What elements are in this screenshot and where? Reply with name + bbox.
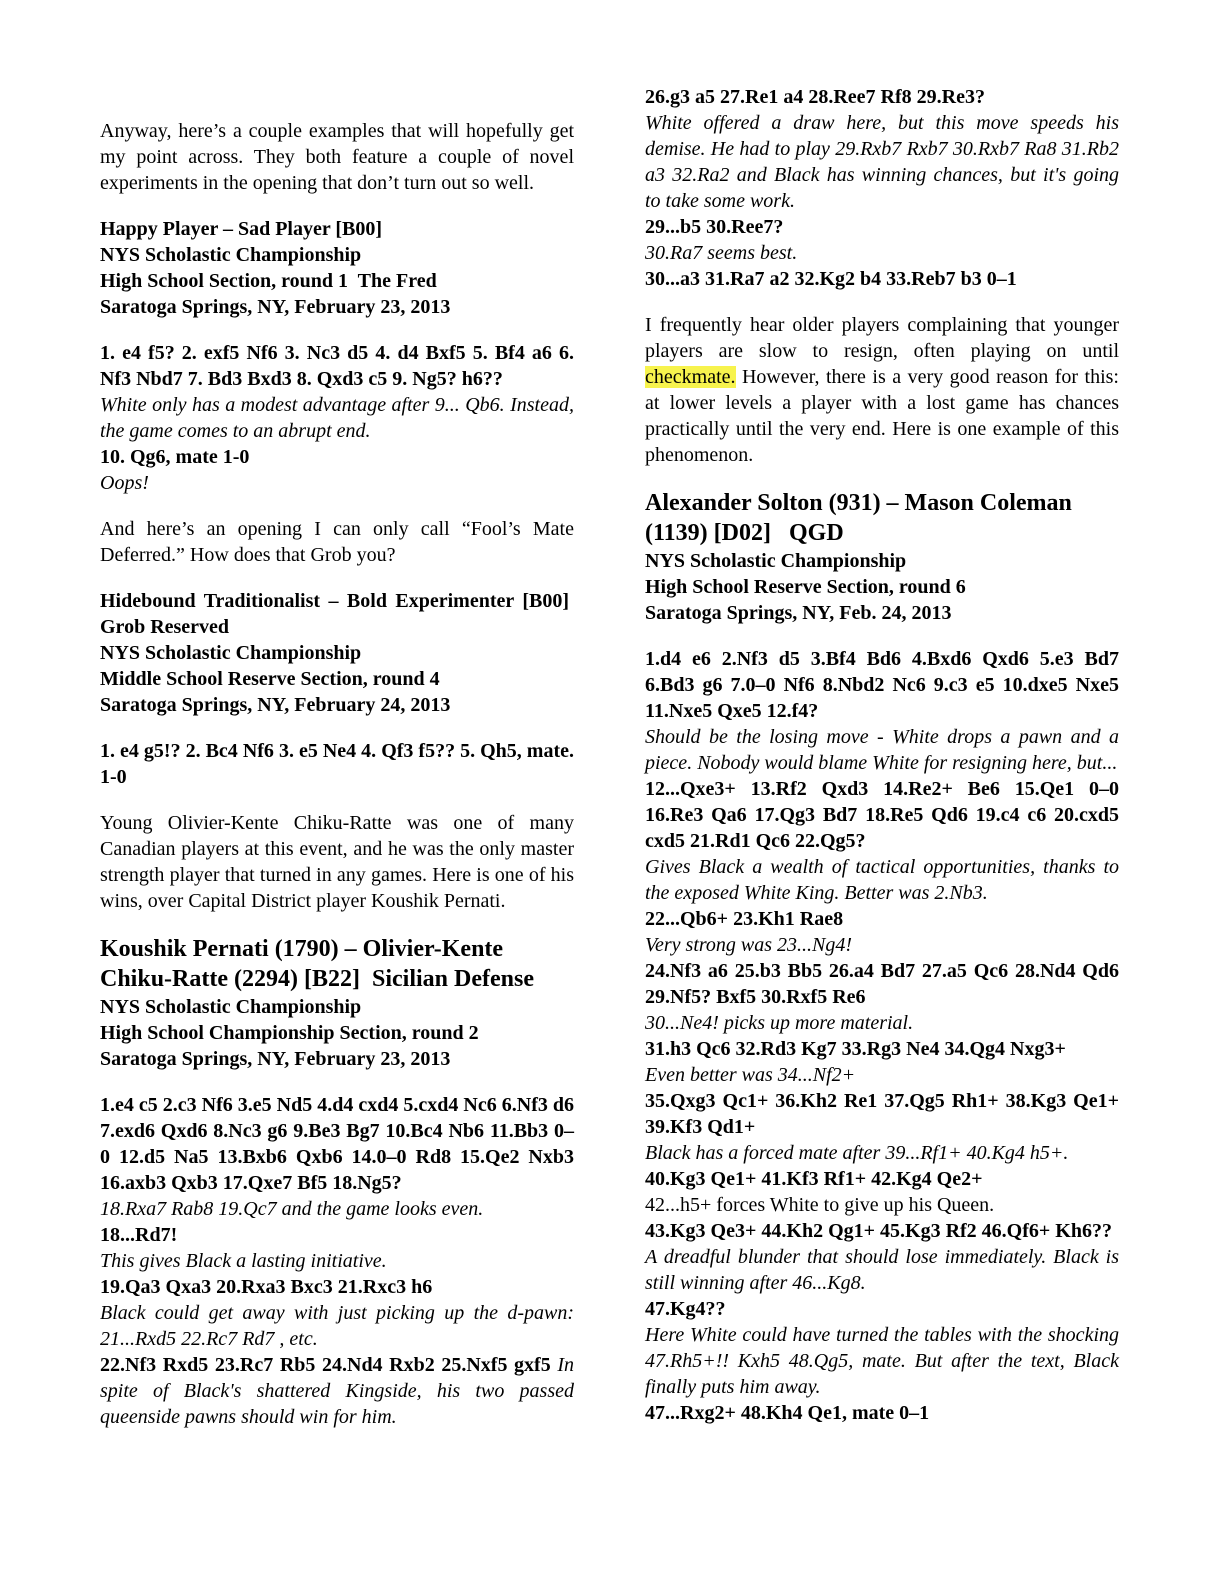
text-segment: Here White could have turned the tables with the shocking 47.Rh5+!! Kxh5 48.Qg5, mate. But after the text, Black finally puts him away.: [645, 1324, 1119, 1398]
game-players-line: Alexander Solton (931) – Mason Coleman: [645, 490, 1072, 516]
game-annotation: [645, 1010, 1119, 1036]
text-segment: 10. Qg6, mate 1-0: [100, 446, 250, 468]
game-annotation: [645, 110, 1119, 214]
paragraph-break: [645, 626, 1119, 646]
text-segment: 1.e4 c5 2.c3 Nf6 3.e5 Nd5 4.d4 cxd4 5.cxd4 Nc6 6.Nf3 d6 7.exd6 Qxd6 8.Nc3 g6 9.Be3 Bg7 10.Bc4 Nb6 11.Bb3 0–0 12.d5 Na5 13.Bxb6 Qxb6 14.0–0 Rd8 15.Qe2 Nxb3 16.axb3 Qxb3 17.Qxe7 Bf5 18.Ng5?: [100, 1094, 574, 1194]
text-segment: 1.d4 e6 2.Nf3 d5 3.Bf4 Bd6 4.Bxd6 Qxd6 5.e3 Bd7 6.Bd3 g6 7.0–0 Nf6 8.Nbd2 Nc6 9.c3 e5 10.dxe5 Nxe5 11.Nxe5 Qxe5 12.f4?: [645, 648, 1119, 722]
paragraph-break: [100, 790, 574, 810]
text-segment: I frequently hear older players complaining that younger players are slow to resign, often playing on until: [645, 314, 1119, 362]
game-annotation: [100, 1248, 574, 1274]
text-segment: 22...Qb6+ 23.Kh1 Rae8: [645, 908, 844, 930]
paragraph-break: [100, 568, 574, 588]
text-segment: 30...a3 31.Ra7 a2 32.Kg2 b4 33.Reb7 b3 0–1: [645, 268, 1017, 290]
paragraph: [100, 516, 574, 568]
text-segment: 31.h3 Qc6 32.Rd3 Kg7 33.Rg3 Ne4 34.Qg4 Nxg3+: [645, 1038, 1066, 1060]
game-annotation: [645, 932, 1119, 958]
text-segment: This gives Black a lasting initiative.: [100, 1250, 387, 1272]
text-segment: 30...Ne4! picks up more material.: [645, 1012, 914, 1034]
text-segment: 30.Ra7 seems best.: [645, 242, 798, 264]
paragraph-break: [100, 496, 574, 516]
text-segment: 26.g3 a5 27.Re1 a4 28.Ree7 Rf8 29.Re3?: [645, 86, 985, 108]
text-segment: Young Olivier-Kente Chiku-Ratte was one of many Canadian players at this event, and he was the only master strength player that turned in any games. Here is one of his wins, over Capital District player Koushik Pernati.: [100, 812, 574, 912]
text-segment: 19.Qa3 Qxa3 20.Rxa3 Bxc3 21.Rxc3 h6: [100, 1276, 433, 1298]
game-moves: [645, 1218, 1119, 1244]
game-players-line: Chiku-Ratte (2294) [B22] Sicilian Defense: [100, 966, 534, 992]
paragraph-break: [100, 196, 574, 216]
game-moves: [100, 1352, 574, 1430]
paragraph-break: [100, 914, 574, 934]
game-event-line: NYS Scholastic Championship: [100, 244, 362, 266]
game-annotation: [645, 854, 1119, 906]
text-segment: White only has a modest advantage after 9... Qb6. Instead, the game comes to an abrupt end.: [100, 394, 574, 442]
game-event-line: Saratoga Springs, NY, Feb. 24, 2013: [645, 602, 952, 624]
highlighted-text: checkmate.: [645, 366, 736, 388]
game-moves: [100, 1092, 574, 1196]
game-annotation: [645, 1322, 1119, 1400]
game-moves: [645, 646, 1119, 724]
game-annotation: [100, 470, 574, 496]
game-moves: [645, 776, 1119, 854]
text-segment: White offered a draw here, but this move speeds his demise. He had to play 29.Rxb7 Rxb7 30.Rxb7 Ra8 31.Rb2 a3 32.Ra2 and Black has winning chances, but it's going to take some work.: [645, 112, 1119, 212]
game-moves: [100, 1222, 574, 1248]
game-moves: [645, 906, 1119, 932]
game-annotation: [645, 1244, 1119, 1296]
game-event-line: Happy Player – Sad Player [B00]: [100, 218, 383, 240]
game-annotation: [645, 1192, 1119, 1218]
game-event-line: High School Section, round 1 The Fred: [100, 270, 437, 292]
game-event-line: NYS Scholastic Championship: [645, 550, 907, 572]
game-players-line: (1139) [D02] QGD: [645, 520, 844, 546]
game-header-line: [100, 588, 574, 640]
game-header: [645, 488, 1119, 626]
game-moves: [645, 214, 1119, 240]
game-event-line: High School Championship Section, round 2: [100, 1022, 479, 1044]
paragraph-break: [645, 292, 1119, 312]
game-event-line: High School Reserve Section, round 6: [645, 576, 966, 598]
text-segment: 35.Qxg3 Qc1+ 36.Kh2 Re1 37.Qg5 Rh1+ 38.Kg3 Qe1+ 39.Kf3 Qd1+: [645, 1090, 1119, 1138]
game-players-line: Koushik Pernati (1790) – Olivier-Kente: [100, 936, 504, 962]
paragraph-break: [100, 320, 574, 340]
game-annotation: [100, 1196, 574, 1222]
paragraph-break: [100, 1072, 574, 1092]
game-annotation: [645, 724, 1119, 776]
text-segment: 18...Rd7!: [100, 1224, 178, 1246]
text-segment: 43.Kg3 Qe3+ 44.Kh2 Qg1+ 45.Kg3 Rf2 46.Qf6+ Kh6??: [645, 1220, 1112, 1242]
game-event-line: Saratoga Springs, NY, February 23, 2013: [100, 1048, 451, 1070]
game-moves: [100, 738, 574, 790]
text-segment: 47...Rxg2+ 48.Kh4 Qe1, mate 0–1: [645, 1402, 930, 1424]
text-segment: Hidebound Traditionalist – Bold Experimenter [B00] Grob Reserved: [100, 590, 574, 638]
game-header: [100, 934, 574, 1072]
paragraph: [100, 118, 574, 196]
text-segment: Black could get away with just picking up the d-pawn: 21...Rxd5 22.Rc7 Rd7 , etc.: [100, 1302, 574, 1350]
game-moves: [645, 958, 1119, 1010]
text-segment: 1. e4 g5!? 2. Bc4 Nf6 3. e5 Ne4 4. Qf3 f5?? 5. Qh5, mate. 1-0: [100, 740, 574, 788]
text-segment: Gives Black a wealth of tactical opportunities, thanks to the exposed White King. Better was 2.Nb3.: [645, 856, 1119, 904]
text-segment: In spite of Black's shattered Kingside, his two passed queenside pawns should win for him.: [100, 1354, 574, 1428]
text-segment: 29...b5 30.Ree7?: [645, 216, 784, 238]
text-segment: Should be the losing move - White drops a pawn and a piece. Nobody would blame White for resigning here, but...: [645, 726, 1119, 774]
game-moves: [645, 266, 1119, 292]
text-segment: 1. e4 f5? 2. exf5 Nf6 3. Nc3 d5 4. d4 Bxf5 5. Bf4 a6 6. Nf3 Nbd7 7. Bd3 Bxd3 8. Qxd3 c5 9. Ng5? h6??: [100, 342, 574, 390]
game-moves: [100, 1274, 574, 1300]
text-segment: A dreadful blunder that should lose immediately. Black is still winning after 46...Kg8.: [645, 1246, 1119, 1294]
game-moves: [645, 1166, 1119, 1192]
text-segment: 22.Nf3 Rxd5 23.Rc7 Rb5 24.Nd4 Rxb2 25.Nxf5 gxf5: [100, 1354, 558, 1376]
game-moves: [100, 340, 574, 392]
game-event-line: Saratoga Springs, NY, February 24, 2013: [100, 694, 451, 716]
text-segment: Even better was 34...Nf2+: [645, 1064, 856, 1086]
text-segment: However, there is a very good reason for this: at lower levels a player with a lost game has chances practically until the very end. Here is one example of this phenomenon.: [645, 366, 1119, 466]
game-moves: [645, 1036, 1119, 1062]
game-annotation: [645, 1062, 1119, 1088]
game-event-line: NYS Scholastic Championship: [100, 996, 362, 1018]
game-moves: [100, 444, 574, 470]
text-segment: Very strong was 23...Ng4!: [645, 934, 853, 956]
game-event-line: Saratoga Springs, NY, February 23, 2013: [100, 296, 451, 318]
text-segment: Anyway, here’s a couple examples that will hopefully get my point across. They both feature a couple of novel experiments in the opening that don’t turn out so well.: [100, 120, 574, 194]
text-segment: 42...h5+ forces White to give up his Queen.: [645, 1194, 995, 1216]
text-segment: Black has a forced mate after 39...Rf1+ 40.Kg4 h5+.: [645, 1142, 1069, 1164]
text-segment: 40.Kg3 Qe1+ 41.Kf3 Rf1+ 42.Kg4 Qe2+: [645, 1168, 983, 1190]
paragraph: [645, 312, 1119, 468]
game-annotation: [645, 1140, 1119, 1166]
paragraph-break: [645, 468, 1119, 488]
game-annotation: [645, 240, 1119, 266]
game-annotation: [100, 392, 574, 444]
text-segment: 18.Rxa7 Rab8 19.Qc7 and the game looks even.: [100, 1198, 484, 1220]
paragraph: [100, 810, 574, 914]
text-segment: 47.Kg4??: [645, 1298, 726, 1320]
paragraph-break: [100, 718, 574, 738]
game-moves: [645, 1400, 1119, 1426]
text-segment: 24.Nf3 a6 25.b3 Bb5 26.a4 Bd7 27.a5 Qc6 28.Nd4 Qd6 29.Nf5? Bxf5 30.Rxf5 Re6: [645, 960, 1119, 1008]
game-header: [100, 216, 574, 320]
game-header: [100, 640, 574, 718]
game-event-line: Middle School Reserve Section, round 4: [100, 668, 440, 690]
game-moves: [645, 1088, 1119, 1140]
left-column: [100, 118, 574, 1430]
game-moves: [645, 1296, 1119, 1322]
game-annotation: [100, 1300, 574, 1352]
right-column: [645, 84, 1119, 1426]
text-segment: 12...Qxe3+ 13.Rf2 Qxd3 14.Re2+ Be6 15.Qe1 0–0 16.Re3 Qa6 17.Qg3 Bd7 18.Re5 Qd6 19.c4 c6 20.cxd5 cxd5 21.Rd1 Qc6 22.Qg5?: [645, 778, 1119, 852]
game-event-line: NYS Scholastic Championship: [100, 642, 362, 664]
text-segment: And here’s an opening I can only call “Fool’s Mate Deferred.” How does that Grob you?: [100, 518, 574, 566]
game-moves: [645, 84, 1119, 110]
text-segment: Oops!: [100, 472, 149, 494]
